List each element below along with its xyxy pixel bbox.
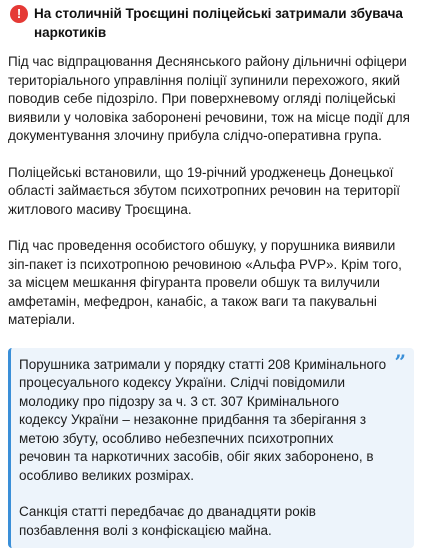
post-paragraph: Поліцейські встановили, що 19-річний уродженець Донецької області займається збутом психотропних речовин на території житлового масиву Троєщина. <box>8 164 414 220</box>
exclamation-circle-icon: ! <box>10 5 28 23</box>
post-paragraph: Під час відпрацювання Деснянського району дільничні офіцери територіального управління поліції зупинили перехожого, який поводив себе підозріло. При поверхневому огляді поліцейські виявили у чоловіка заборонені речовини, тож на місце події для документування злочину прибула слідчо-оперативна група. <box>8 53 414 146</box>
post-title: На столичній Троєщині поліцейські затримали збувача наркотиків <box>34 4 414 42</box>
quote-paragraph: Порушника затримали у порядку статті 208 Кримінального процесуального кодексу України. Слідчі повідомили молодику про підозру за ч. 3 ст. 307 Кримінального кодексу України – незаконне придбання та зберігання з метою збуту, особливо небезпечних психотропних речовин та наркотичних засобів, обіг яких заборонено, в особливо великих розмірах. <box>19 356 388 486</box>
quote-mark-icon: ” <box>394 352 406 372</box>
post-paragraph: Під час проведення особистого обшуку, у порушника виявили зіп-пакет із психотропною речовиною «Альфа PVP». Крім того, за місцем мешкання фігуранта провели обшук та вилучили амфетамін, мефедрон, канабіс, а також ваги та пакувальні матеріали. <box>8 237 414 330</box>
quote-paragraph: Санкція статті передбачає до дванадцяти років позбавлення волі з конфіскацією майна. <box>19 503 388 540</box>
post-header <box>8 4 414 42</box>
quote-block <box>8 348 414 548</box>
